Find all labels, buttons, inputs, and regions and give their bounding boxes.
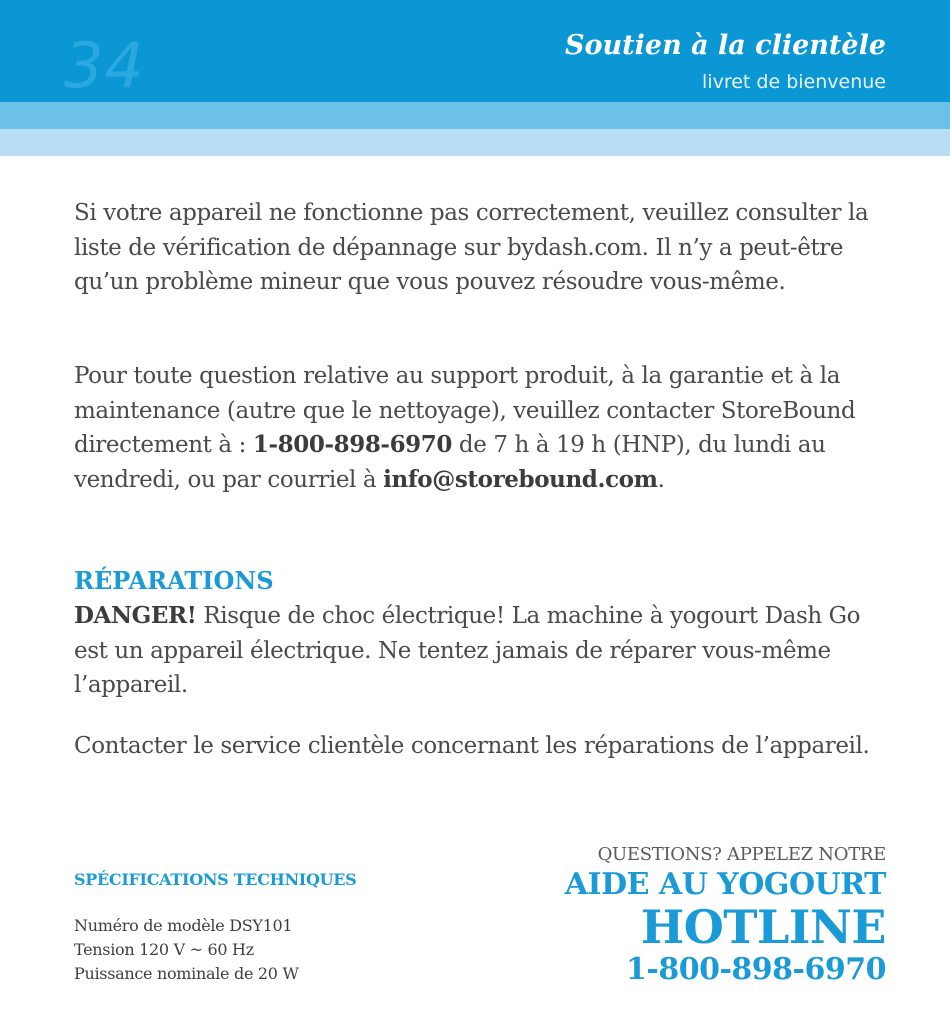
page-number: 34 <box>64 29 145 102</box>
header-stripe-mid <box>0 102 950 129</box>
repairs-contact-paragraph: Contacter le service clientèle concernant les réparations de l’appareil. <box>74 733 870 759</box>
specs-list <box>74 914 494 986</box>
specs-heading: SPÉCIFICATIONS TECHNIQUES <box>74 870 357 889</box>
support-email: info@storebound.com <box>383 465 658 493</box>
page-title: Soutien à la clientèle <box>565 30 886 61</box>
danger-text: Risque de choc électrique! La machine à yogourt Dash Go est un appareil électrique. Ne tentez jamais de réparer vous-même l’appareil. <box>74 603 861 698</box>
danger-label: DANGER! <box>74 602 197 629</box>
spec-power: Puissance nominale de 20 W <box>74 964 299 983</box>
spec-voltage: Tension 120 V ~ 60 Hz <box>74 940 254 959</box>
troubleshooting-paragraph: Si votre appareil ne fonctionne pas correctement, veuillez consulter la liste de vérification de dépannage sur bydash.com. Il n’y a peut-être qu’un problème mineur que vous pouvez résoudre vous-même. <box>74 200 869 295</box>
hotline-intro: QUESTIONS? APPELEZ NOTRE <box>597 844 886 865</box>
hotline-block <box>466 842 886 988</box>
support-text-intro: Pour toute question relative au support produit, à la garantie et à la maintenance (autre que le nettoyage), veuillez contacter StoreBound directement à : <box>74 363 856 458</box>
hotline-title-line1: AIDE AU YOGOURT <box>564 867 886 902</box>
repairs-heading: RÉPARATIONS <box>74 566 274 595</box>
spec-model: Numéro de modèle DSY101 <box>74 916 293 935</box>
header-stripe-low <box>0 129 950 156</box>
danger-paragraph <box>74 599 889 703</box>
page-subtitle: livret de bienvenue <box>702 71 886 93</box>
support-contact-paragraph <box>74 359 889 497</box>
hotline-phone: 1-800-898-6970 <box>626 952 886 987</box>
support-phone: 1-800-898-6970 <box>252 431 452 458</box>
support-text-end: . <box>657 466 665 493</box>
hotline-title-line2: HOTLINE <box>640 900 886 954</box>
support-text-hours: de 7 h à 19 h (HNP), du lundi au vendredi, ou par courriel à <box>74 432 826 493</box>
